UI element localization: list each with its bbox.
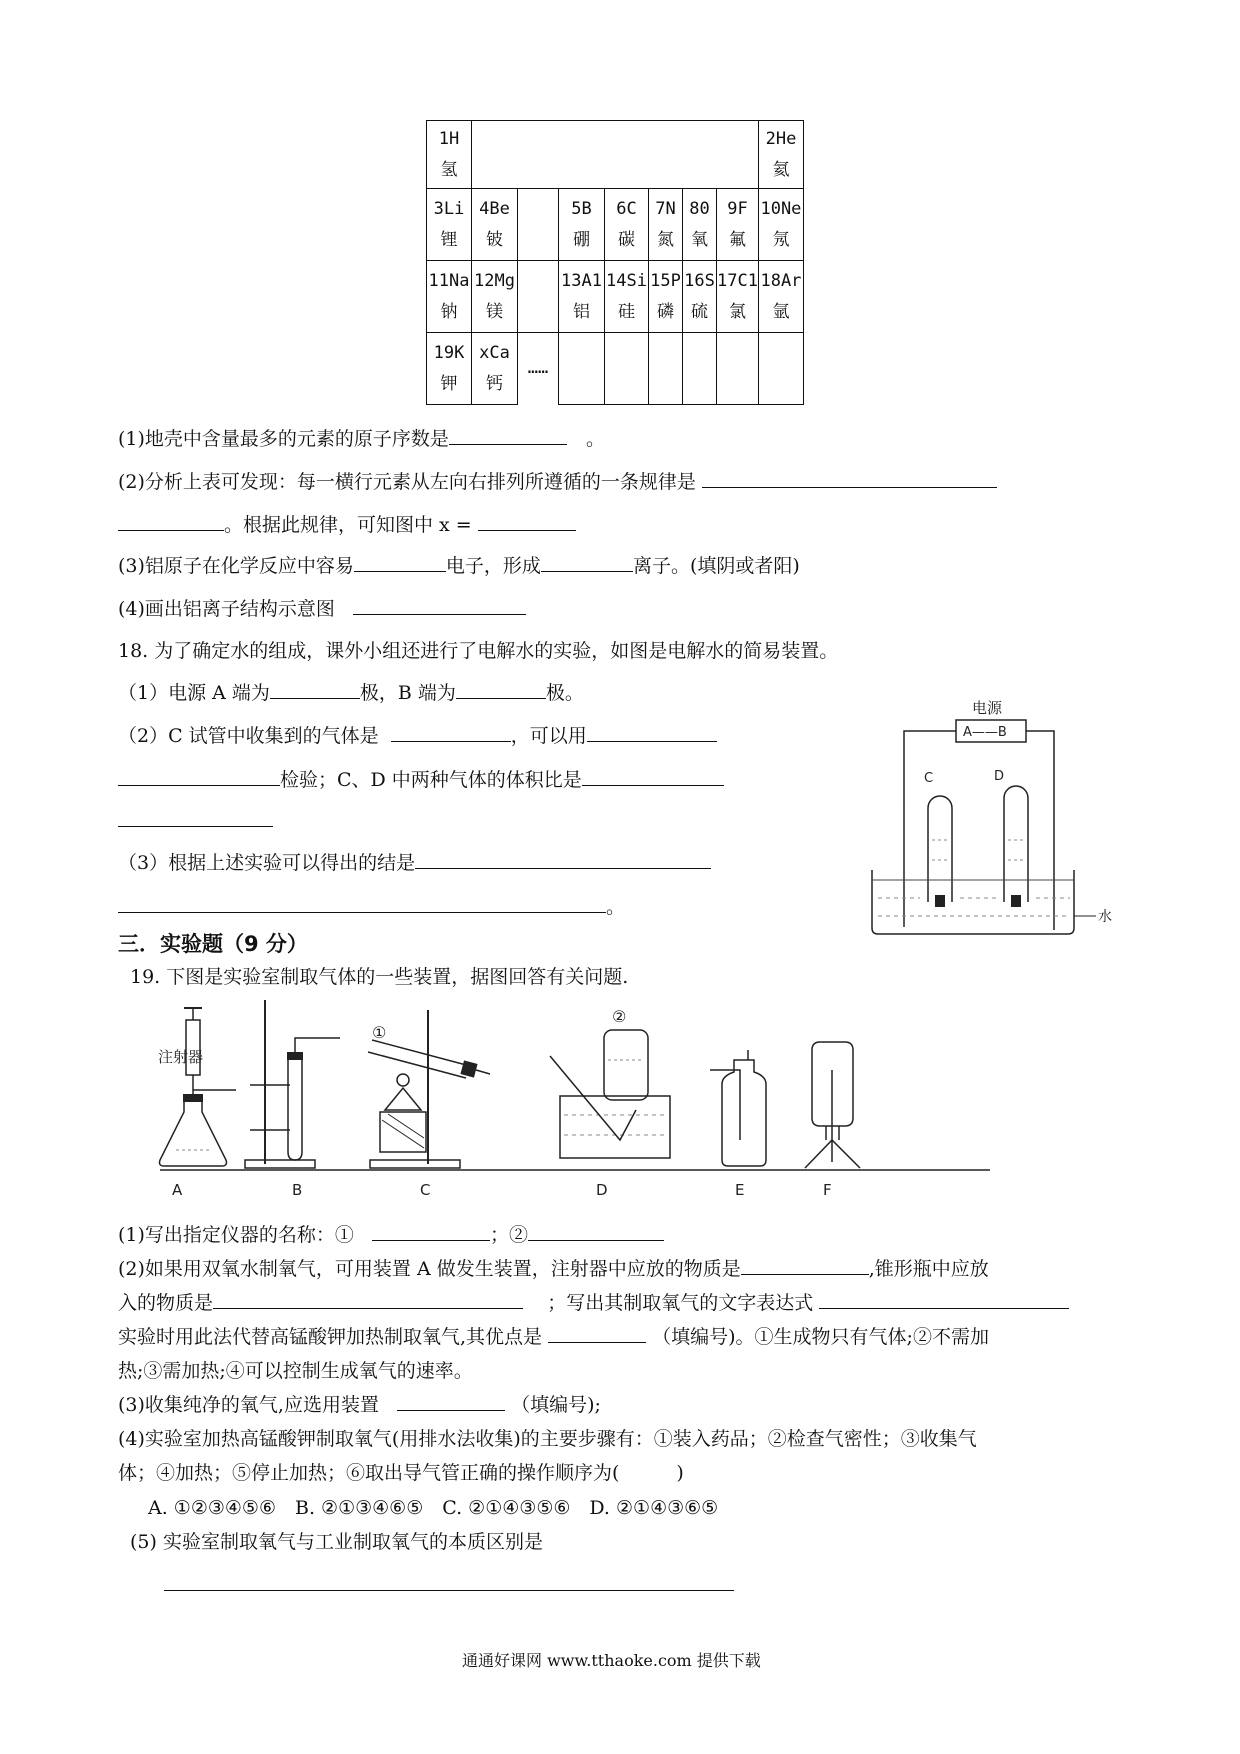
answer-blank[interactable] [528, 1220, 664, 1241]
periodic-table [426, 120, 804, 405]
electrolysis-apparatus-figure [860, 690, 1120, 940]
answer-blank[interactable] [164, 1570, 734, 1591]
apparatus-e [710, 1050, 766, 1199]
table-row [427, 121, 804, 189]
element-cell: 16S 硫 [683, 261, 717, 333]
element-cell: 6C 碳 [605, 189, 649, 261]
q19-part2-cont2: 实验时用此法代替高锰酸钾加热制取氧气,其优点是 （填编号)。①生成物只有气体;②不需加 [118, 1322, 989, 1349]
answer-blank[interactable] [548, 1322, 646, 1343]
element-cell: 17C1 氯 [717, 261, 759, 333]
empty-cell [717, 333, 759, 405]
label-d: D [596, 1181, 608, 1199]
test-tube-c [928, 796, 952, 902]
q19-part4: (4)实验室加热高锰酸钾制取氧气(用排水法收集)的主要步骤有：①装入药品；②检查气密性；③收集气 [118, 1428, 977, 1450]
table-row [427, 261, 804, 333]
q19-part2: (2)如果用双氧水制氧气，可用装置 A 做发生装置，注射器中应放的物质是 ,锥形瓶中应放 [118, 1254, 989, 1281]
element-cell: xCa 钙 [472, 333, 518, 405]
answer-blank[interactable] [391, 721, 511, 742]
answer-blank[interactable] [118, 806, 273, 827]
q17-part2-cont: 。根据此规律，可知图中 x = [118, 510, 576, 537]
table-row [427, 189, 804, 261]
q19-part5-blank [164, 1570, 734, 1596]
q17-part1: (1)地壳中含量最多的元素的原子序数是 。 [118, 424, 605, 451]
element-cell: 18Ar 氩 [758, 261, 803, 333]
marker-1: ① [372, 1023, 387, 1042]
q19-part5: (5) 实验室制取氧气与工业制取氧气的本质区别是 [130, 1531, 543, 1553]
answer-blank[interactable] [456, 678, 546, 699]
element-cell: 13A1 铝 [559, 261, 605, 333]
test-tube-d [1004, 786, 1028, 902]
element-cell: 1H 氢 [427, 121, 472, 189]
q19-part1: (1)写出指定仪器的名称：① ；② [118, 1220, 664, 1247]
q19-intro: 19. 下图是实验室制取气体的一些装置，据图回答有关问题. [130, 966, 629, 988]
empty-cell [758, 333, 803, 405]
answer-blank[interactable] [118, 892, 606, 913]
table-row [427, 333, 804, 405]
answer-blank[interactable] [702, 467, 997, 488]
answer-blank[interactable] [270, 678, 360, 699]
element-cell: 4Be 铍 [472, 189, 518, 261]
q18-part3-cont: 。 [118, 892, 625, 919]
answer-blank[interactable] [587, 721, 717, 742]
q18-part3: （3）根据上述实验可以得出的结是 [118, 848, 711, 875]
answer-blank[interactable] [118, 510, 224, 531]
element-cell: 11Na 钠 [427, 261, 472, 333]
answer-blank[interactable] [354, 551, 446, 572]
element-cell: 19K 钾 [427, 333, 472, 405]
q19-part4-options[interactable]: A. ①②③④⑤⑥ B. ②①③④⑥⑤ C. ②①④③⑤⑥ D. ②①④③⑥⑤ [148, 1497, 719, 1519]
q18-part2-cont: 检验；C、D 中两种气体的体积比是 [118, 765, 724, 792]
terminals-label: A——B [963, 725, 1007, 740]
answer-blank[interactable] [372, 1220, 490, 1241]
element-cell: 9F 氟 [717, 189, 759, 261]
label-f: F [823, 1181, 832, 1199]
element-cell: 7N 氮 [649, 189, 683, 261]
element-cell: 3Li 锂 [427, 189, 472, 261]
syringe-label: 注射器 [158, 1048, 204, 1066]
marker-2: ② [612, 1007, 627, 1026]
q18-part1: （1）电源 A 端为 极，B 端为 极。 [118, 678, 584, 705]
answer-blank[interactable] [582, 765, 724, 786]
empty-cell [559, 333, 605, 405]
answer-blank[interactable] [118, 765, 280, 786]
ellipsis-cell: …… [518, 333, 559, 405]
page-footer: 通通好课网 www.tthaoke.com 提供下载 [462, 1651, 761, 1670]
empty-cell [649, 333, 683, 405]
label-c: C [420, 1181, 431, 1199]
power-label: 电源 [972, 699, 1003, 717]
element-cell: 5B 硼 [559, 189, 605, 261]
answer-blank[interactable] [541, 551, 633, 572]
answer-blank[interactable] [819, 1288, 1069, 1309]
answer-blank[interactable] [478, 510, 576, 531]
answer-blank[interactable] [741, 1254, 869, 1275]
apparatus-f [805, 1042, 860, 1199]
q18-intro: 18. 为了确定水的组成，课外小组还进行了电解水的实验，如图是电解水的简易装置。 [118, 640, 839, 662]
label-b: B [292, 1181, 303, 1199]
q17-part2: (2)分析上表可发现：每一横行元素从左向右排列所遵循的一条规律是 [118, 467, 997, 494]
empty-cell [518, 189, 559, 261]
empty-cell [683, 333, 717, 405]
tube-c-label: C [924, 771, 934, 786]
lab-apparatus-figure [150, 1000, 1010, 1200]
apparatus-b [245, 1000, 340, 1199]
q17-part3: (3)铝原子在化学反应中容易 电子，形成 离子。(填阴或者阳) [118, 551, 800, 578]
element-cell: 80 氧 [683, 189, 717, 261]
q18-part2-cont2 [118, 806, 273, 832]
empty-cell [605, 333, 649, 405]
q17-part4: (4)画出铝离子结构示意图 [118, 594, 526, 621]
q19-part2-cont3: 热;③需加热;④可以控制生成氧气的速率。 [118, 1360, 473, 1382]
empty-cell [518, 261, 559, 333]
answer-blank[interactable] [449, 424, 567, 445]
empty-cell [472, 121, 759, 189]
electrode-c [935, 895, 945, 907]
answer-blank[interactable] [415, 848, 711, 869]
element-cell: 10Ne 氖 [758, 189, 803, 261]
q18-part2: （2）C 试管中收集到的气体是 ，可以用 [118, 721, 717, 748]
answer-blank[interactable] [397, 1390, 505, 1411]
element-cell: 15P 磷 [649, 261, 683, 333]
element-cell: 14Si 硅 [605, 261, 649, 333]
q19-part4-cont: 体；④加热；⑤停止加热；⑥取出导气管正确的操作顺序为( ) [118, 1462, 684, 1484]
element-cell: 12Mg 镁 [472, 261, 518, 333]
element-cell: 2He 氦 [758, 121, 803, 189]
q19-part3: (3)收集纯净的氧气,应选用装置 （填编号); [118, 1390, 601, 1417]
answer-blank[interactable] [353, 594, 526, 615]
q19-part2-cont: 入的物质是 ；写出其制取氧气的文字表达式 [118, 1288, 1069, 1315]
label-e: E [735, 1181, 745, 1199]
electrode-d [1011, 895, 1021, 907]
water-label: 水 [1098, 909, 1112, 925]
section-heading: 三．实验题（9 分） [118, 932, 308, 956]
tube-d-label: D [994, 769, 1005, 784]
label-a: A [172, 1181, 183, 1199]
answer-blank[interactable] [213, 1288, 523, 1309]
